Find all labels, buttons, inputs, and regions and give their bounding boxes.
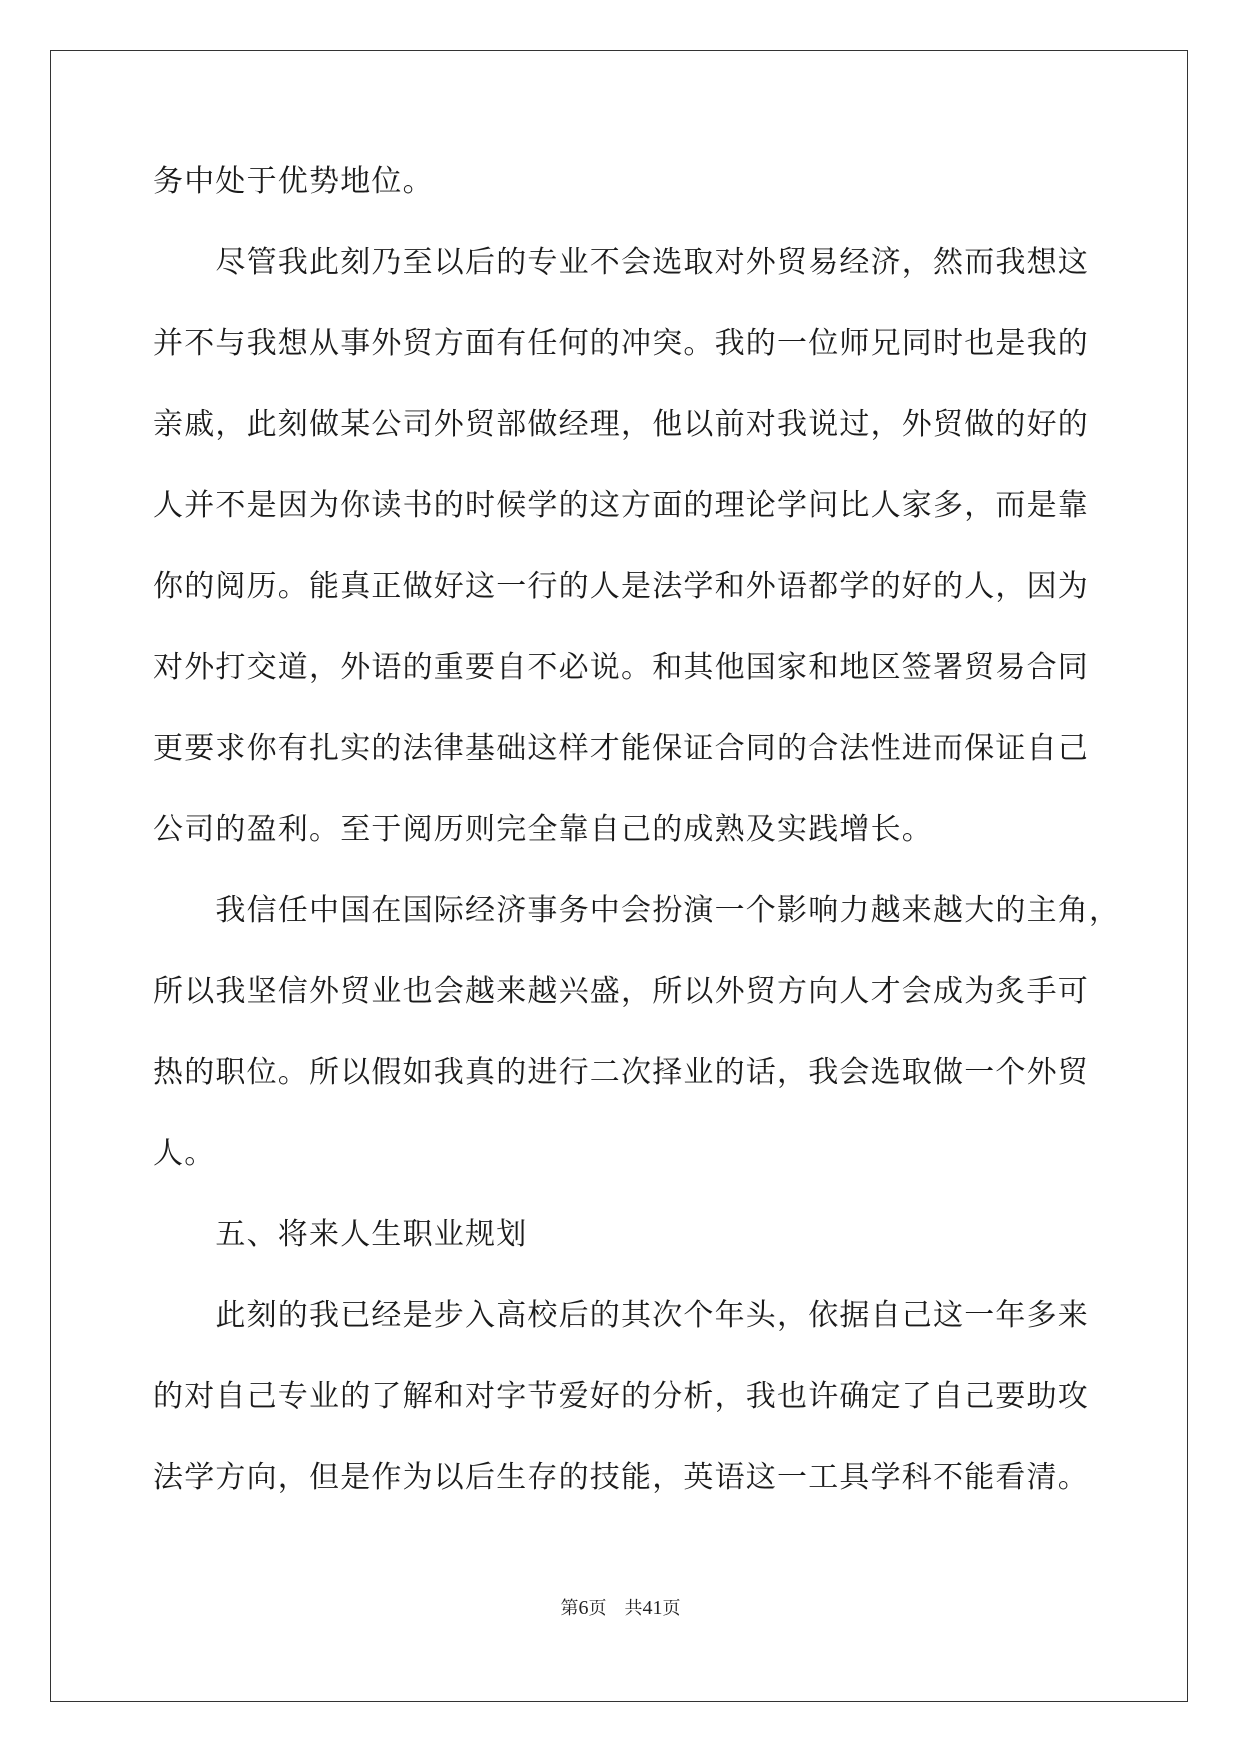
document-body bbox=[153, 153, 1121, 1530]
page-suffix: 页 bbox=[662, 1598, 681, 1619]
text-line: 人。 bbox=[153, 1136, 216, 1171]
text-line: 亲戚，此刻做某公司外贸部做经理，他以前对我说过，外贸做的好的 bbox=[153, 407, 1089, 442]
text-line: 此刻的我已经是步入高校后的其次个年头，依据自己这一年多来 bbox=[153, 1298, 1089, 1333]
text-line: 的对自己专业的了解和对字节爱好的分析，我也许确定了自己要助攻 bbox=[153, 1379, 1089, 1414]
text-line: 所以我坚信外贸业也会越来越兴盛，所以外贸方向人才会成为炙手可 bbox=[153, 974, 1089, 1009]
text-line: 务中处于优势地位。 bbox=[153, 164, 434, 199]
page-footer bbox=[0, 1594, 1241, 1620]
text-line: 并不与我想从事外贸方面有任何的冲突。我的一位师兄同时也是我的 bbox=[153, 326, 1089, 361]
text-line: 法学方向，但是作为以后生存的技能，英语这一工具学科不能看清。 bbox=[153, 1460, 1089, 1495]
page-mid: 页 共 bbox=[588, 1598, 643, 1619]
text-line: 公司的盈利。至于阅历则完全靠自己的成熟及实践增长。 bbox=[153, 812, 933, 847]
text-line: 尽管我此刻乃至以后的专业不会选取对外贸易经济，然而我想这 bbox=[153, 245, 1089, 280]
page-number: 6 bbox=[578, 1597, 589, 1619]
total-pages: 41 bbox=[642, 1597, 663, 1619]
section-heading: 五、将来人生职业规划 bbox=[153, 1217, 528, 1252]
text-line: 对外打交道，外语的重要自不必说。和其他国家和地区签署贸易合同 bbox=[153, 650, 1089, 685]
page-prefix: 第 bbox=[560, 1598, 579, 1619]
text-line: 我信任中国在国际经济事务中会扮演一个影响力越来越大的主角， bbox=[153, 893, 1121, 928]
text-line: 人并不是因为你读书的时候学的这方面的理论学问比人家多，而是靠 bbox=[153, 488, 1089, 523]
text-line: 更要求你有扎实的法律基础这样才能保证合同的合法性进而保证自己 bbox=[153, 731, 1089, 766]
text-line: 热的职位。所以假如我真的进行二次择业的话，我会选取做一个外贸 bbox=[153, 1055, 1089, 1090]
text-line: 你的阅历。能真正做好这一行的人是法学和外语都学的好的人，因为 bbox=[153, 569, 1089, 604]
